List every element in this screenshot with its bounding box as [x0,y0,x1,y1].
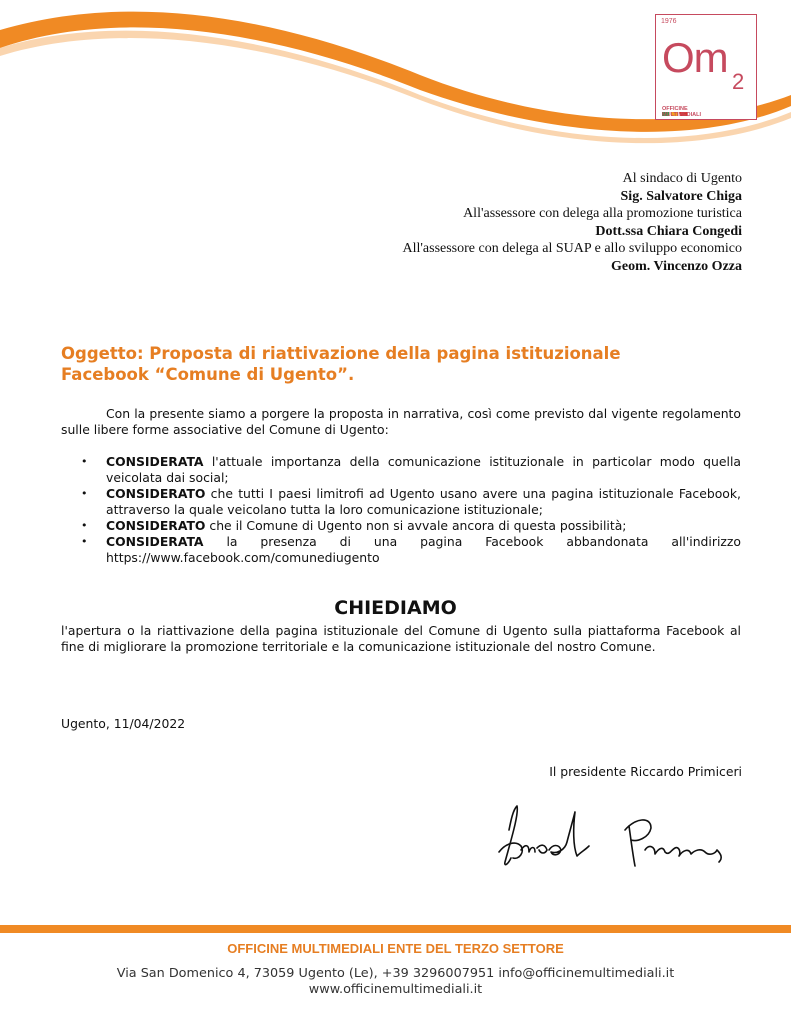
footer-address: Via San Domenico 4, 73059 Ugento (Le), +39 3296007951 info@officinemultimediali.it [116,966,675,981]
logo-text: OFFICINE MULTIMEDIALI [662,106,702,118]
logo-subscript: 2 [732,69,745,94]
list-item: • CONSIDERATA l'attuale importanza della comunicazione istituzionale in particolar modo quella veicolata dai social; [78,454,741,486]
document-date: Ugento, 11/04/2022 [61,716,186,731]
recipient-line: All'assessore con delega al SUAP e allo sviluppo economico [402,241,742,257]
list-item: • CONSIDERATO che il Comune di Ugento non si avvale ancora di questa possibilità; [78,518,741,534]
recipient-name: Sig. Salvatore Chiga [620,188,742,204]
recipient-name: Dott.ssa Chiara Congedi [595,223,742,239]
list-item: • CONSIDERATA la presenza di una pagina Facebook abbandonata all'indirizzo https://www.facebook.com/comunediugento [78,534,741,566]
request-heading: CHIEDIAMO [334,597,457,619]
recipient-line: All'assessore con delega alla promozione turistica [463,206,742,222]
footer-divider [0,925,791,933]
organization-logo [655,14,757,120]
recipients-block [403,170,743,276]
request-paragraph: l'apertura o la riattivazione della pagina istituzionale del Comune di Ugento sulla piattaforma Facebook al fine di migliorare la promozione territoriale e la comunicazione istituzionale del nostro Comune. [61,623,741,654]
list-item: • CONSIDERATO che tutti I paesi limitrofi ad Ugento usano avere una pagina istituzionale Facebook, attraverso la quale veicolano tutta la loro comunicazione istituzionale; [78,486,741,518]
footer-website[interactable]: www.officinemultimediali.it [308,982,483,997]
logo-mark: Om [662,34,728,81]
intro-paragraph: Con la presente siamo a porgere la proposta in narrativa, così come previsto dal vigente regolamento sulle libere forme associative del Comune di Ugento: [61,406,741,437]
footer-contact [0,966,791,998]
handwritten-signature [495,800,735,872]
footer-organization: OFFICINE MULTIMEDIALI ENTE DEL TERZO SETTORE [227,941,564,956]
logo-year: 1976 [661,18,677,25]
subject-heading: Oggetto: Proposta di riattivazione della pagina istituzionale Facebook “Comune di Ugento”. [61,344,621,384]
considerations-list [78,454,741,566]
recipient-name: Geom. Vincenzo Ozza [610,258,742,274]
recipient-line: Al sindaco di Ugento [622,171,742,186]
signatory-line: Il presidente Riccardo Primiceri [549,764,742,779]
